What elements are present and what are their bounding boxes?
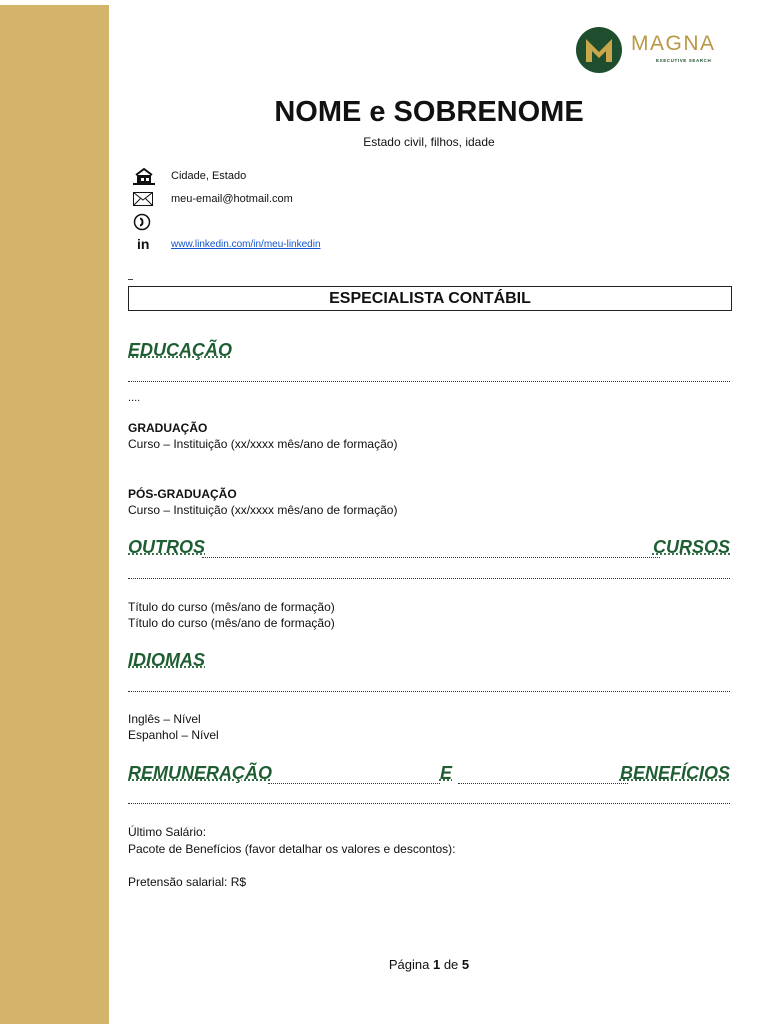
contact-location <box>133 166 246 186</box>
courses-heading-left: OUTROS <box>128 537 206 557</box>
page-number <box>109 957 749 972</box>
course-item-2: Título do curso (mês/ano de formação) <box>128 616 335 630</box>
gold-sidebar <box>0 0 109 1024</box>
position-title: ESPECIALISTA CONTÁBIL <box>128 286 732 311</box>
email-text: meu-email@hotmail.com <box>171 193 293 205</box>
courses-dotted-line <box>128 578 730 580</box>
compensation-fill-2 <box>458 783 628 785</box>
course-item-1: Título do curso (mês/ano de formação) <box>128 600 335 614</box>
last-salary: Último Salário: <box>128 825 207 839</box>
benefits-package: Pacote de Benefícios (favor detalhar os valores e descontos): <box>128 842 456 856</box>
languages-dotted-line <box>128 691 730 693</box>
phone-icon <box>133 212 159 232</box>
linkedin-icon: in <box>137 236 150 252</box>
education-heading: EDUCAÇÃO <box>128 340 233 360</box>
education-ellipsis: .... <box>128 392 141 404</box>
compensation-dotted-line <box>128 803 730 805</box>
logo-wordmark: MAGNA <box>631 32 716 55</box>
page-current: 1 <box>432 957 441 972</box>
postgraduation-label: PÓS-GRADUAÇÃO <box>128 487 237 501</box>
compensation-heading-c: BENEFÍCIOS <box>619 763 730 783</box>
page-prefix: Página <box>388 957 430 972</box>
linkedin-link[interactable]: www.linkedin.com/in/meu-linkedin <box>171 238 321 250</box>
courses-heading-right: CURSOS <box>652 537 730 557</box>
language-item-2: Espanhol – Nível <box>128 728 219 742</box>
languages-heading: IDIOMAS <box>128 650 206 670</box>
salary-expectation: Pretensão salarial: R$ <box>128 875 247 889</box>
page-middle: de <box>443 957 459 972</box>
postgraduation-value: Curso – Instituição (xx/xxxx mês/ano de formação) <box>128 503 398 517</box>
compensation-heading-b: E <box>439 763 452 783</box>
graduation-label: GRADUAÇÃO <box>128 421 208 435</box>
location-text: Cidade, Estado <box>171 170 247 182</box>
page-total: 5 <box>461 957 470 972</box>
home-icon <box>133 166 159 186</box>
top-margin <box>0 0 768 5</box>
divider-mark <box>128 279 133 280</box>
compensation-heading-a: REMUNERAÇÃO <box>128 763 272 783</box>
contact-email <box>133 189 293 209</box>
logo-emblem-icon <box>576 27 622 73</box>
courses-heading-fill <box>202 557 660 559</box>
graduation-value: Curso – Instituição (xx/xxxx mês/ano de formação) <box>128 437 398 451</box>
compensation-heading <box>128 763 730 784</box>
education-dotted-line <box>128 381 730 383</box>
compensation-fill-1 <box>268 783 440 785</box>
contact-linkedin <box>133 234 321 254</box>
envelope-icon <box>133 189 159 209</box>
candidate-name: NOME e SOBRENOME <box>274 96 584 128</box>
logo-tagline: EXECUTIVE SEARCH <box>656 58 712 63</box>
contact-phone <box>133 212 171 232</box>
candidate-subtitle: Estado civil, filhos, idade <box>363 135 495 149</box>
courses-heading <box>128 537 730 558</box>
magna-logo <box>576 26 736 72</box>
language-item-1: Inglês – Nível <box>128 712 201 726</box>
